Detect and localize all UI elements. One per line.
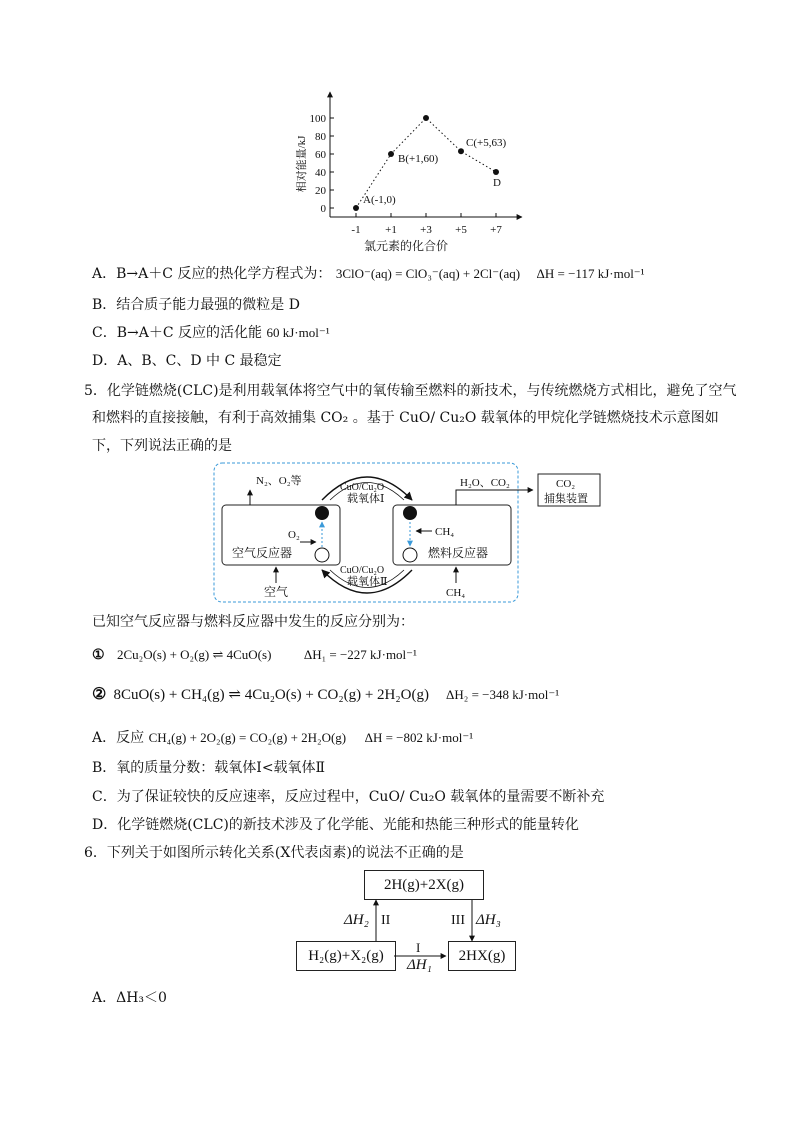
chart-point-d <box>493 169 499 175</box>
capture-device-line-1: CO₂ <box>556 478 576 490</box>
q5-option-c: C．为了保证较快的反应速率，反应过程中，CuO/ Cu₂O 载氧体的量需要不断补充 <box>92 789 605 805</box>
chart-point-a <box>353 205 359 211</box>
q5-option-a-prefix: A．反应 <box>92 730 145 746</box>
q6-top-box-label: 2H(g)+2X(g) <box>383 877 465 893</box>
q5-reaction-2-enthalpy: ΔH₂ = −348 kJ·mol⁻¹ <box>446 687 560 702</box>
q6-arrows <box>290 896 520 986</box>
chart-y-axis-label: 相对能量/kJ <box>296 135 308 193</box>
h2o-co2-label: H₂O、CO₂ <box>460 477 510 489</box>
q4-option-a-equation: 3ClO⁻(aq) = ClO₃⁻(aq) + 2Cl⁻(aq) <box>335 266 521 281</box>
q4-option-c-text: C．B→A＋C 反应的活化能 <box>92 325 263 341</box>
chart-point-peak <box>423 115 429 121</box>
q5-stem-line-1: 5．化学链燃烧(CLC)是利用载氧体将空气中的氧传输至燃料的新技术，与传统燃烧方式相比，避免了空气 <box>84 383 737 399</box>
q5-reaction-2 <box>92 684 559 704</box>
q6-dh1-label: ΔH₁ <box>407 957 432 973</box>
q5-stem-line-2: 和燃料的直接接触，有利于高效捕集 CO₂ 。基于 CuO/ Cu₂O 载氧体的甲烷化学链燃烧技术示意图如 <box>92 410 719 426</box>
q6-left-box-label: H₂(g)+X₂(g) <box>308 948 384 964</box>
chart-x-tick-label: -1 <box>351 224 361 236</box>
carrier-1-label: 载氧体Ⅰ <box>347 493 385 505</box>
q6-step-3-label: III <box>451 913 465 928</box>
chart-x-tick-label: +3 <box>420 224 432 236</box>
air-reactor-label: 空气反应器 <box>232 546 293 560</box>
q6-step-1-label: I <box>416 940 421 955</box>
q6-dh3-label: ΔH₃ <box>476 912 501 928</box>
q5-option-a-equation: CH₄(g) + 2O₂(g) = CO₂(g) + 2H₂O(g) <box>148 730 347 745</box>
q6-step-2-label: II <box>381 913 391 928</box>
q5-option-a <box>92 728 473 748</box>
chart-y-tick-label: 60 <box>315 149 326 161</box>
q5-option-d: D．化学链燃烧(CLC)的新技术涉及了化学能、光能和热能三种形式的能量转化 <box>92 817 579 833</box>
ch4-inner-label: CH₄ <box>435 526 455 538</box>
chart-y-tick-label: 0 <box>320 203 326 215</box>
carrier-2-label: 载氧体Ⅱ <box>347 576 388 588</box>
q5-option-b: B．氧的质量分数：载氧体Ⅰ<载氧体Ⅱ <box>92 760 326 776</box>
q6-option-a: A．ΔH₃＜0 <box>92 990 167 1006</box>
q5-reaction-2-number: ② <box>92 684 107 703</box>
q5-reaction-2-equation: 8CuO(s) + CH₄(g) ⇌ 4Cu₂O(s) + CO₂(g) + 2H₂O(g) <box>113 687 429 703</box>
fuel-reactor-filled-circle <box>403 506 417 520</box>
q6-right-box-label: 2HX(g) <box>458 948 506 964</box>
ch4-bottom-label: CH₄ <box>446 587 466 599</box>
chart-x-tick-label: +5 <box>455 224 467 236</box>
chart-point-c <box>458 148 464 154</box>
q5-reaction-1-equation: 2Cu₂O(s) + O₂(g) ⇌ 4CuO(s) <box>117 647 272 662</box>
chart-y-tick-label: 40 <box>315 167 326 179</box>
q5-known-reactions: 已知空气反应器与燃料反应器中发生的反应分别为： <box>92 614 414 630</box>
q4-option-a <box>92 264 645 284</box>
carrier-2-formula: CuO/Cu₂O <box>340 565 385 576</box>
q4-option-c-value: 60 kJ·mol⁻¹ <box>266 325 330 340</box>
chart-x-tick-label: +7 <box>490 224 502 236</box>
o2-label: O₂ <box>288 529 300 541</box>
clc-diagram <box>210 460 610 606</box>
chart-point-b <box>388 151 394 157</box>
exhaust-line <box>456 490 533 505</box>
n2-o2-label: N₂、O₂等 <box>256 475 302 487</box>
q5-reaction-1 <box>92 645 417 665</box>
q4-option-c <box>92 323 330 343</box>
chart-point-label-b: B(+1,60) <box>398 153 439 165</box>
energy-chart <box>290 86 530 258</box>
q6-dh2-label: ΔH₂ <box>344 912 369 928</box>
q5-reaction-1-number: ① <box>92 647 105 663</box>
q4-option-d: D．A、B、C、D 中 C 最稳定 <box>92 353 282 369</box>
q5-option-a-enthalpy: ΔH = −802 kJ·mol⁻¹ <box>364 730 474 745</box>
chart-y-tick-label: 80 <box>315 131 326 143</box>
chart-point-label-d: D <box>493 177 501 189</box>
chart-point-label-c: C(+5,63) <box>466 137 507 149</box>
chart-x-axis-label: 氯元素的化合价 <box>363 239 449 253</box>
chart-y-tick-label: 100 <box>309 113 326 125</box>
air-reactor-filled-circle <box>315 506 329 520</box>
q6-stem: 6．下列关于如图所示转化关系(X代表卤素)的说法不正确的是 <box>84 845 464 861</box>
q5-stem-line-3: 下，下列说法正确的是 <box>92 438 232 454</box>
fuel-reactor-label: 燃料反应器 <box>428 546 489 560</box>
chart-x-tick-label: +1 <box>385 224 397 236</box>
q4-option-a-enthalpy: ΔH = −117 kJ·mol⁻¹ <box>536 266 645 281</box>
air-label: 空气 <box>264 585 289 599</box>
carrier-1-formula: CuO/Cu₂O <box>340 482 385 493</box>
fuel-reactor-open-circle <box>403 548 417 562</box>
q4-option-a-prefix: A．B→A＋C 反应的热化学方程式为： <box>92 266 332 282</box>
air-reactor-open-circle <box>315 548 329 562</box>
q4-option-b: B．结合质子能力最强的微粒是 D <box>92 297 300 313</box>
chart-y-tick-label: 20 <box>315 185 326 197</box>
q5-reaction-1-enthalpy: ΔH₁ = −227 kJ·mol⁻¹ <box>303 647 417 662</box>
chart-point-label-a: A(-1,0) <box>363 194 396 206</box>
capture-device-line-2: 捕集装置 <box>544 493 588 505</box>
